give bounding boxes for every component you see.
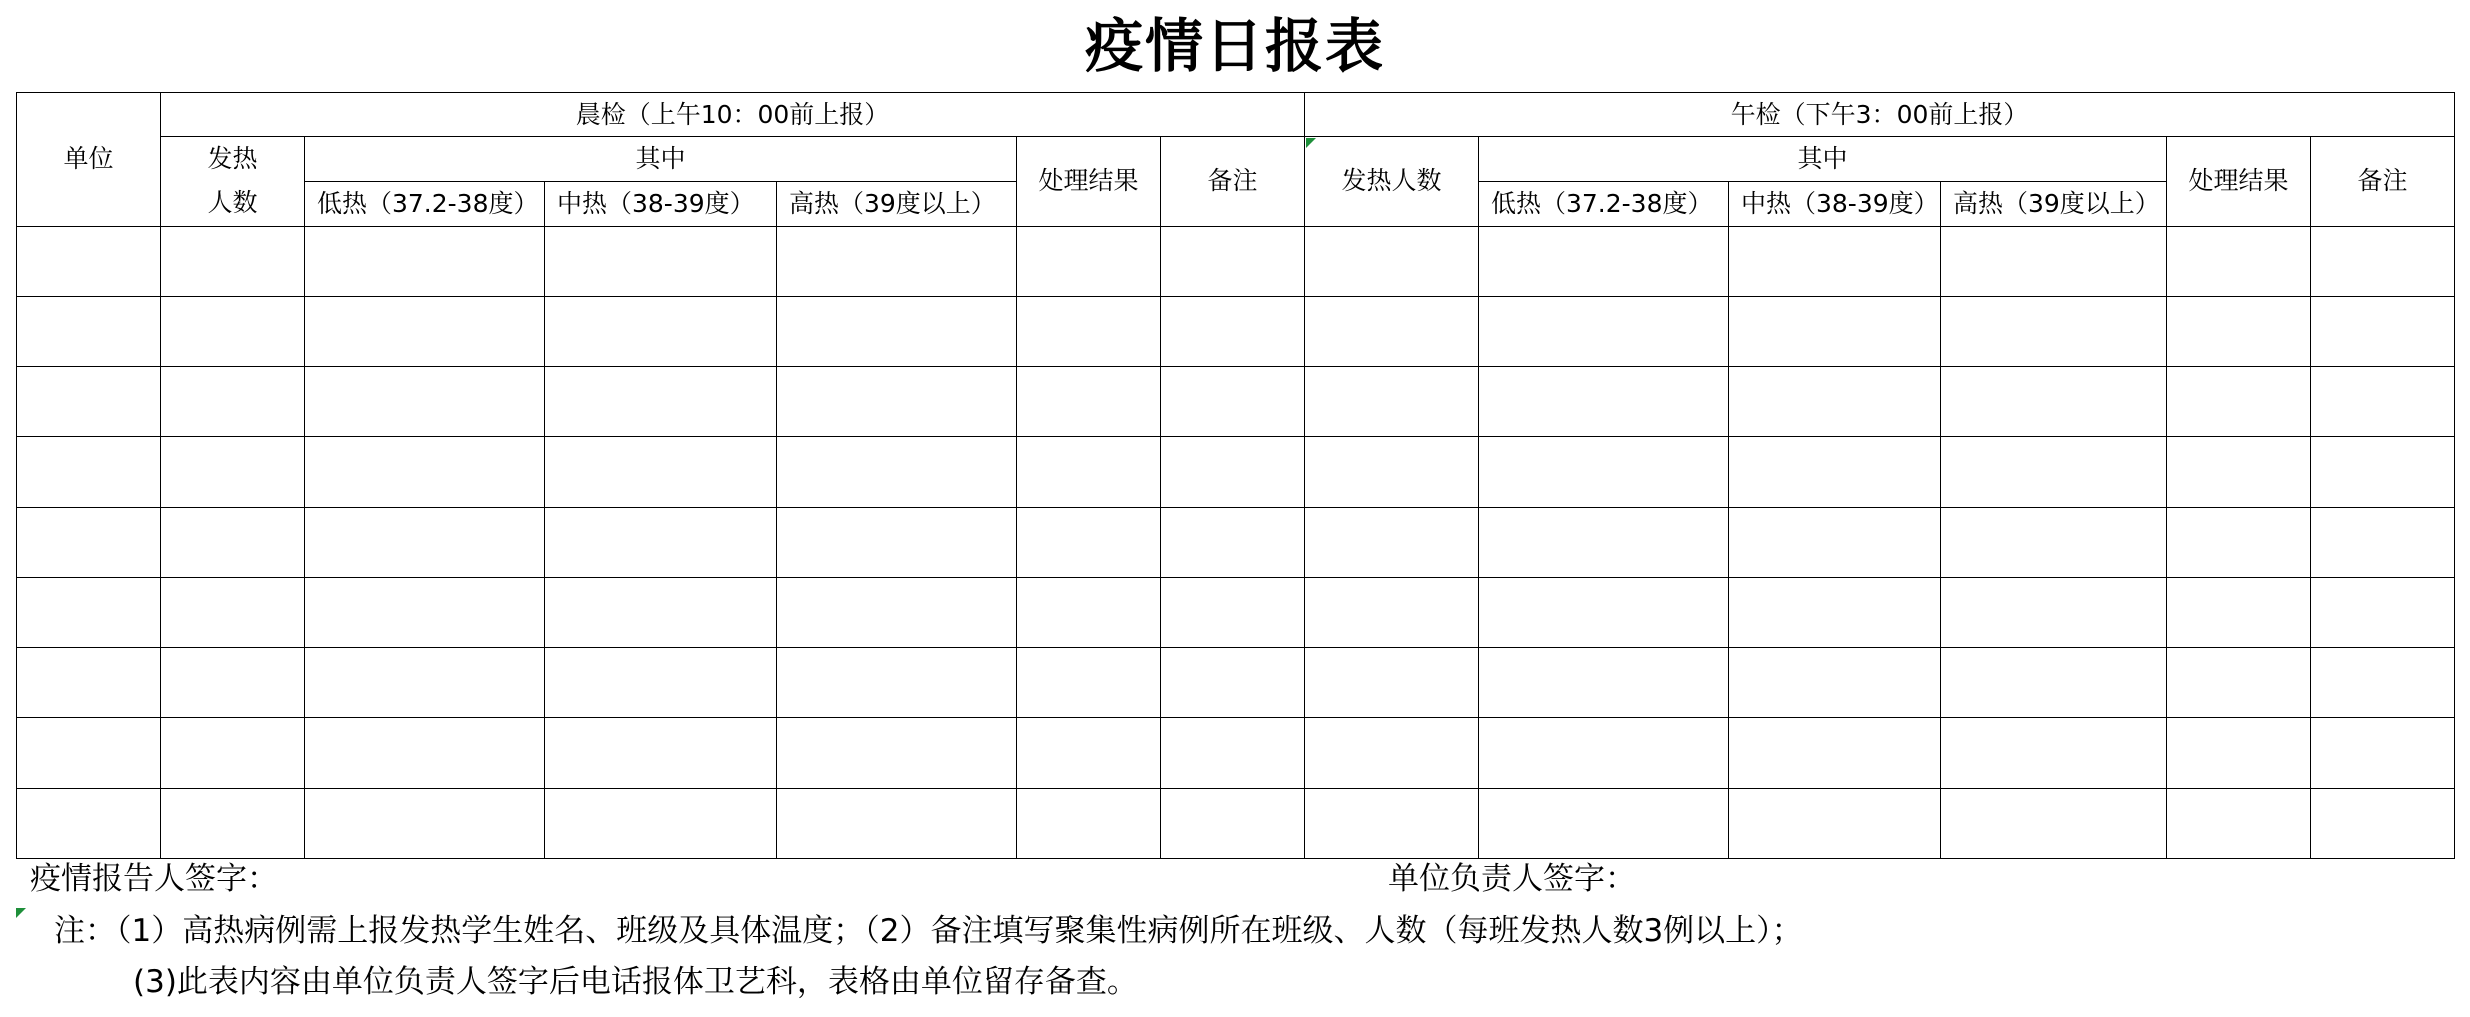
cell-m-low[interactable] — [305, 226, 545, 296]
morning-check-header: 晨检（上午10：00前上报） — [161, 93, 1305, 137]
table-row — [17, 577, 2455, 647]
table-row — [17, 296, 2455, 366]
cell-a-remark[interactable] — [2311, 788, 2455, 858]
afternoon-breakdown-header: 其中 — [1479, 137, 2167, 182]
afternoon-remark-header: 备注 — [2311, 137, 2455, 226]
morning-remark-header: 备注 — [1161, 137, 1305, 226]
cell-m-high[interactable] — [777, 718, 1017, 788]
cell-a-mid[interactable] — [1729, 577, 1941, 647]
cell-a-low[interactable] — [1479, 718, 1729, 788]
cell-a-fever[interactable] — [1305, 788, 1479, 858]
cell-a-fever[interactable] — [1305, 296, 1479, 366]
cell-a-remark[interactable] — [2311, 437, 2455, 507]
cell-m-high[interactable] — [777, 367, 1017, 437]
cell-a-high[interactable] — [1941, 577, 2167, 647]
cell-m-remark[interactable] — [1161, 648, 1305, 718]
cell-m-high[interactable] — [777, 437, 1017, 507]
afternoon-low-fever-header: 低热（37.2-38度） — [1479, 181, 1729, 226]
cell-a-mid[interactable] — [1729, 648, 1941, 718]
afternoon-fever-count-header: 发热人数 — [1305, 137, 1479, 226]
cell-a-low[interactable] — [1479, 648, 1729, 718]
cell-a-low[interactable] — [1479, 296, 1729, 366]
cell-m-mid[interactable] — [545, 296, 777, 366]
cell-a-remark[interactable] — [2311, 718, 2455, 788]
cell-a-remark[interactable] — [2311, 226, 2455, 296]
cell-a-mid[interactable] — [1729, 296, 1941, 366]
cell-m-mid[interactable] — [545, 648, 777, 718]
cell-m-result[interactable] — [1017, 577, 1161, 647]
cell-a-result[interactable] — [2167, 226, 2311, 296]
cell-a-mid[interactable] — [1729, 226, 1941, 296]
cell-unit[interactable] — [17, 437, 161, 507]
morning-fever-count-line2: 人数 — [207, 188, 258, 218]
afternoon-result-header: 处理结果 — [2167, 137, 2311, 226]
table-row — [17, 648, 2455, 718]
cell-m-low[interactable] — [305, 648, 545, 718]
cell-a-result[interactable] — [2167, 437, 2311, 507]
cell-m-result[interactable] — [1017, 296, 1161, 366]
cell-m-fever[interactable] — [161, 648, 305, 718]
cell-m-fever[interactable] — [161, 367, 305, 437]
cell-m-fever[interactable] — [161, 788, 305, 858]
cell-m-fever[interactable] — [161, 437, 305, 507]
cell-a-remark[interactable] — [2311, 507, 2455, 577]
cell-unit[interactable] — [17, 788, 161, 858]
cell-a-fever[interactable] — [1305, 718, 1479, 788]
cell-a-result[interactable] — [2167, 507, 2311, 577]
cell-m-result[interactable] — [1017, 648, 1161, 718]
cell-a-fever[interactable] — [1305, 648, 1479, 718]
cell-a-remark[interactable] — [2311, 367, 2455, 437]
cell-a-remark[interactable] — [2311, 296, 2455, 366]
cell-a-high[interactable] — [1941, 507, 2167, 577]
cell-m-remark[interactable] — [1161, 507, 1305, 577]
unit-head-signature-label: 单位负责人签字： — [1388, 861, 1636, 897]
cell-m-fever[interactable] — [161, 577, 305, 647]
cell-m-mid[interactable] — [545, 788, 777, 858]
cell-a-low[interactable] — [1479, 367, 1729, 437]
cell-m-high[interactable] — [777, 577, 1017, 647]
comment-marker-icon — [16, 908, 26, 918]
cell-a-low[interactable] — [1479, 577, 1729, 647]
cell-m-low[interactable] — [305, 718, 545, 788]
cell-a-low[interactable] — [1479, 437, 1729, 507]
cell-m-result[interactable] — [1017, 507, 1161, 577]
afternoon-check-header: 午检（下午3：00前上报） — [1305, 93, 2455, 137]
morning-high-fever-header: 高热（39度以上） — [777, 181, 1017, 226]
cell-m-low[interactable] — [305, 507, 545, 577]
header-row-2 — [17, 137, 2455, 182]
cell-m-remark[interactable] — [1161, 718, 1305, 788]
reporter-signature-label: 疫情报告人签字： — [30, 861, 278, 897]
morning-fever-count-header — [161, 137, 305, 226]
cell-m-mid[interactable] — [545, 367, 777, 437]
cell-m-mid[interactable] — [545, 226, 777, 296]
afternoon-high-fever-header: 高热（39度以上） — [1941, 181, 2167, 226]
cell-unit[interactable] — [17, 577, 161, 647]
cell-a-high[interactable] — [1941, 788, 2167, 858]
cell-a-remark[interactable] — [2311, 577, 2455, 647]
cell-a-result[interactable] — [2167, 718, 2311, 788]
cell-a-remark[interactable] — [2311, 648, 2455, 718]
morning-mid-fever-header: 中热（38-39度） — [545, 181, 777, 226]
table-row — [17, 226, 2455, 296]
cell-m-high[interactable] — [777, 788, 1017, 858]
cell-a-fever[interactable] — [1305, 437, 1479, 507]
cell-m-fever[interactable] — [161, 507, 305, 577]
cell-a-mid[interactable] — [1729, 718, 1941, 788]
cell-a-high[interactable] — [1941, 718, 2167, 788]
cell-a-result[interactable] — [2167, 648, 2311, 718]
cell-m-fever[interactable] — [161, 718, 305, 788]
cell-m-remark[interactable] — [1161, 296, 1305, 366]
cell-a-high[interactable] — [1941, 226, 2167, 296]
cell-unit[interactable] — [17, 648, 161, 718]
cell-a-fever[interactable] — [1305, 507, 1479, 577]
cell-unit[interactable] — [17, 296, 161, 366]
header-row-1 — [17, 93, 2455, 137]
cell-m-high[interactable] — [777, 507, 1017, 577]
cell-a-fever[interactable] — [1305, 226, 1479, 296]
cell-a-low[interactable] — [1479, 788, 1729, 858]
cell-m-fever[interactable] — [161, 226, 305, 296]
epidemic-report-table — [16, 92, 2455, 859]
cell-a-high[interactable] — [1941, 648, 2167, 718]
cell-m-remark[interactable] — [1161, 437, 1305, 507]
cell-m-mid[interactable] — [545, 507, 777, 577]
cell-m-high[interactable] — [777, 648, 1017, 718]
cell-m-mid[interactable] — [545, 437, 777, 507]
cell-m-result[interactable] — [1017, 788, 1161, 858]
cell-m-result[interactable] — [1017, 437, 1161, 507]
cell-m-low[interactable] — [305, 577, 545, 647]
morning-breakdown-header: 其中 — [305, 137, 1017, 182]
cell-m-remark[interactable] — [1161, 788, 1305, 858]
cell-m-low[interactable] — [305, 296, 545, 366]
cell-a-mid[interactable] — [1729, 788, 1941, 858]
cell-m-mid[interactable] — [545, 577, 777, 647]
afternoon-mid-fever-header: 中热（38-39度） — [1729, 181, 1941, 226]
cell-a-result[interactable] — [2167, 577, 2311, 647]
cell-a-mid[interactable] — [1729, 437, 1941, 507]
cell-a-result[interactable] — [2167, 296, 2311, 366]
cell-a-low[interactable] — [1479, 226, 1729, 296]
cell-a-result[interactable] — [2167, 367, 2311, 437]
table-row — [17, 507, 2455, 577]
cell-m-result[interactable] — [1017, 367, 1161, 437]
table-row — [17, 788, 2455, 858]
cell-m-high[interactable] — [777, 226, 1017, 296]
cell-a-high[interactable] — [1941, 296, 2167, 366]
cell-m-low[interactable] — [305, 437, 545, 507]
table-row — [17, 718, 2455, 788]
cell-m-remark[interactable] — [1161, 226, 1305, 296]
cell-a-low[interactable] — [1479, 507, 1729, 577]
cell-a-fever[interactable] — [1305, 367, 1479, 437]
morning-result-header: 处理结果 — [1017, 137, 1161, 226]
cell-a-mid[interactable] — [1729, 367, 1941, 437]
cell-m-fever[interactable] — [161, 296, 305, 366]
unit-header: 单位 — [17, 93, 161, 227]
cell-m-low[interactable] — [305, 367, 545, 437]
cell-unit[interactable] — [17, 226, 161, 296]
cell-m-result[interactable] — [1017, 718, 1161, 788]
cell-a-mid[interactable] — [1729, 507, 1941, 577]
table-row — [17, 367, 2455, 437]
morning-fever-count-line1: 发热 — [207, 144, 258, 174]
cell-m-mid[interactable] — [545, 718, 777, 788]
cell-a-high[interactable] — [1941, 367, 2167, 437]
cell-unit[interactable] — [17, 718, 161, 788]
cell-m-high[interactable] — [777, 296, 1017, 366]
cell-a-fever[interactable] — [1305, 577, 1479, 647]
cell-m-remark[interactable] — [1161, 577, 1305, 647]
comment-marker-icon — [1306, 138, 1316, 148]
table-row — [17, 437, 2455, 507]
cell-a-high[interactable] — [1941, 437, 2167, 507]
cell-a-result[interactable] — [2167, 788, 2311, 858]
cell-m-remark[interactable] — [1161, 367, 1305, 437]
note-line-1: 注：（1）高热病例需上报发热学生姓名、班级及具体温度；（2）备注填写聚集性病例所在班级、人数（每班发热人数3例以上）； — [54, 913, 1803, 949]
cell-m-result[interactable] — [1017, 226, 1161, 296]
page-title: 疫情日报表 — [1084, 12, 1385, 80]
cell-unit[interactable] — [17, 367, 161, 437]
cell-unit[interactable] — [17, 507, 161, 577]
note-line-2: (3)此表内容由单位负责人签字后电话报体卫艺科，表格由单位留存备查。 — [133, 964, 1138, 1000]
morning-low-fever-header: 低热（37.2-38度） — [305, 181, 545, 226]
cell-m-low[interactable] — [305, 788, 545, 858]
